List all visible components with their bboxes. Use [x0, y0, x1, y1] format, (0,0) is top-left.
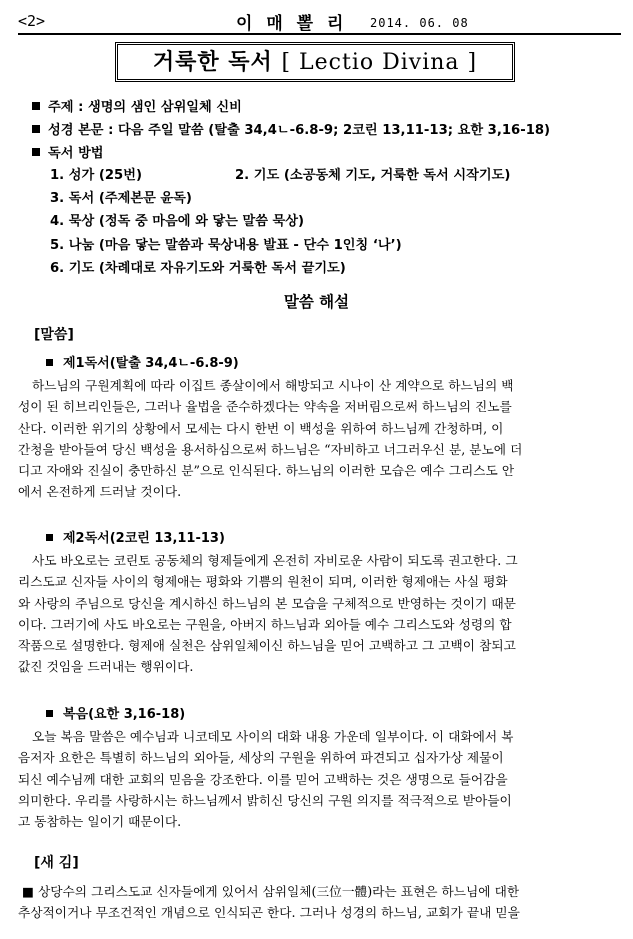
text-line: 음저자 요한은 특별히 하느님의 외아들, 세상의 구원을 위하여 파견되고 십자가상 제물이 — [18, 750, 504, 766]
bullet-square-icon — [46, 359, 53, 366]
step-item: 3. 독서 (주제본문 윤독) — [50, 191, 192, 206]
header-rule — [18, 33, 621, 35]
text-line: 오늘 복음 말씀은 예수님과 니코데모 사이의 대화 내용 가운데 일부이다. 이 대화에서 복 — [32, 729, 514, 744]
reading-heading-text: 제2독서(2코린 13,11-13) — [63, 531, 225, 546]
text-line: 산다. 이러한 위기의 상황에서 모세는 다시 한번 이 백성을 위하여 하느님께 간청하며, 이 — [18, 420, 504, 436]
reading-heading-text: 제1독서(탈출 34,4ㄴ-6.8-9) — [63, 356, 239, 371]
reading-paragraph — [18, 550, 618, 678]
title-latin: [ Lectio Divina ] — [281, 50, 478, 75]
scripture-value: 다음 주일 말씀 (탈출 34,4ㄴ-6.8-9; 2코린 13,11-13; 요한 3,16-18) — [118, 123, 551, 138]
bullet-square-icon — [46, 534, 53, 541]
reading-heading-text: 복음(요한 3,16-18) — [63, 707, 186, 722]
newsletter-name: 이 매 뽈 리 — [236, 14, 348, 34]
step-item: 6. 기도 (차례대로 자유기도와 거룩한 독서 끝기도) — [50, 261, 346, 276]
reading-paragraph — [18, 375, 618, 503]
text-line: 리스도교 신자들 사이의 형제애는 평화와 기쁨의 원천이 되며, 이러한 형제애는 사실 평화 — [18, 574, 508, 590]
text-line: 간청을 받아들여 당신 백성을 용서하심으로써 하느님은 “자비하고 너그러우신 분, 분노에 더 — [18, 441, 523, 457]
title-box — [115, 42, 515, 82]
reflection-paragraph — [18, 881, 618, 924]
scripture-row: 성경 본문 : 다음 주일 말씀 (탈출 34,4ㄴ-6.8-9; 2코린 13,11-13; 요한 3,16-18) — [32, 119, 550, 138]
text-line: 디고 자애와 진실이 충만하신 분”으로 인식된다. 하느님의 이러한 모습은 예수 그리스도 안 — [18, 463, 515, 479]
text-line: 고 동참하는 일이기 때문이다. — [18, 814, 182, 830]
reading-heading — [46, 352, 239, 371]
reflection-label: [새 김] — [34, 855, 79, 871]
text-line: 하느님의 구원계획에 따라 이집트 종살이에서 해방되고 시나이 산 계약으로 하느님의 백 — [32, 378, 514, 393]
text-line: 작품으로 설명한다. 형제애 실천은 삼위일체이신 하느님을 믿어 고백하고 그 고백이 참되고 — [18, 638, 516, 654]
text-line: 되신 예수님께 대한 교회의 믿음을 강조한다. 이를 믿어 고백하는 것은 생명으로 들어감을 — [18, 771, 508, 787]
word-label: [말씀] — [34, 327, 74, 343]
theme-label: 주제 — [48, 100, 74, 115]
bullet-square-icon — [32, 102, 40, 110]
reading-paragraph — [18, 726, 618, 832]
page-number: <2> — [18, 12, 46, 30]
method-label: 독서 방법 — [48, 146, 104, 161]
step-item: 4. 묵상 (정독 중 마음에 와 닿는 말씀 묵상) — [50, 214, 305, 229]
step-item: 5. 나눔 (마음 닿는 말씀과 묵상내용 발표 - 단수 1인칭 ‘나’) — [50, 238, 402, 253]
bullet-square-icon — [32, 125, 40, 133]
text-line: 추상적이거나 무조건적인 개념으로 인식되곤 한다. 그러나 성경의 하느님, 교회가 끝내 믿을 — [18, 905, 520, 921]
text-line: 에서 온전하게 드러날 것이다. — [18, 484, 182, 500]
step-item: 1. 성가 (25번) — [50, 168, 142, 183]
text-line: 의미한다. 우리를 사랑하시는 하느님께서 밝히신 당신의 구원 의지를 적극적으로 받아들이 — [18, 792, 512, 808]
bullet-square-icon — [32, 148, 40, 156]
step-item: 2. 기도 (소공동체 기도, 거룩한 독서 시작기도) — [235, 168, 511, 183]
bullet-square-icon — [46, 710, 53, 717]
section-title: 말씀 해설 — [283, 293, 350, 311]
method-row — [32, 142, 104, 161]
text-line: 값진 것임을 드러내는 행위이다. — [18, 659, 194, 675]
text-line: 성이 된 히브리인들은, 그러나 율법을 준수하겠다는 약속을 저버림으로써 하느님의 진노를 — [18, 399, 512, 415]
issue-date: 2014. 06. 08 — [370, 16, 469, 30]
reading-heading — [46, 527, 225, 546]
page-header — [18, 8, 621, 34]
theme-value: 생명의 샘인 삼위일체 신비 — [87, 100, 242, 115]
text-line: ■ 상당수의 그리스도교 신자들에게 있어서 삼위일체(三位一體)라는 표현은 하느님에 대한 — [22, 884, 520, 899]
text-line: 이다. 그러기에 사도 바오로는 구원을, 아버지 하느님과 외아들 예수 그리스도와 성령의 합 — [18, 616, 512, 632]
theme-row: 주제 : 생명의 샘인 삼위일체 신비 — [32, 96, 242, 115]
reading-heading — [46, 703, 185, 722]
title-korean: 거룩한 독서 — [152, 50, 273, 75]
scripture-label: 성경 본문 — [48, 123, 104, 138]
text-line: 사도 바오로는 코린토 공동체의 형제들에게 온전히 자비로운 사람이 되도록 권고한다. 그 — [32, 553, 518, 568]
text-line: 와 사랑의 주님으로 당신을 계시하신 하느님의 본 모습을 구체적으로 반영하는 것이기 때문 — [18, 595, 516, 611]
